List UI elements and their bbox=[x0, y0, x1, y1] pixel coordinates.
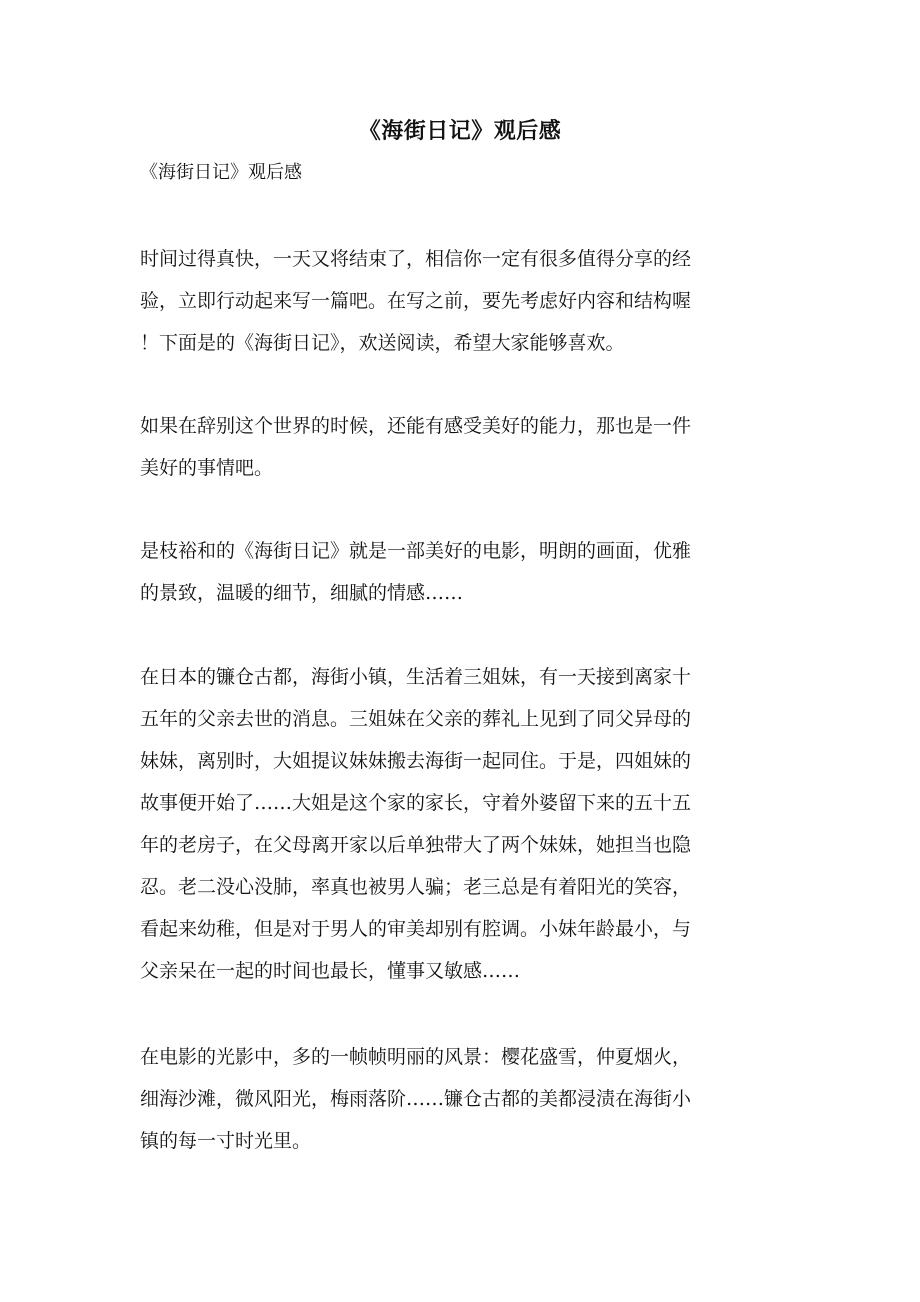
paragraph-line: 如果在辞别这个世界的时候，还能有感受美好的能力，那也是一件 bbox=[140, 415, 692, 437]
paragraph-story bbox=[140, 656, 780, 992]
paragraph-line: 美好的事情吧。 bbox=[140, 457, 274, 479]
paragraph-line: 是枝裕和的《海街日记》就是一部美好的电影，明朗的画面，优雅 bbox=[140, 540, 692, 562]
paragraph-line: 忍。老二没心没肺，率真也被男人骗；老三总是有着阳光的笑容， bbox=[140, 876, 692, 898]
paragraph-line: 妹妹，离别时，大姐提议妹妹搬去海街一起同住。于是，四姐妹的 bbox=[140, 750, 692, 772]
document-subtitle: 《海街日记》观后感 bbox=[140, 162, 302, 183]
paragraph-line: ！下面是的《海街日记》，欢送阅读，希望大家能够喜欢。 bbox=[140, 332, 625, 354]
paragraph-line: 的景致，温暖的细节，细腻的情感…… bbox=[140, 582, 464, 604]
paragraph-line: 细海沙滩，微风阳光，梅雨落阶……镰仓古都的美都浸渍在海街小 bbox=[140, 1088, 692, 1110]
paragraph-farewell bbox=[140, 405, 780, 489]
paragraph-line: 故事便开始了……大姐是这个家的家长，守着外婆留下来的五十五 bbox=[140, 792, 692, 814]
paragraph-scenery bbox=[140, 1036, 780, 1162]
document-title: 《海街日记》观后感 bbox=[358, 118, 562, 144]
paragraph-line: 时间过得真快，一天又将结束了，相信你一定有很多值得分享的经 bbox=[140, 248, 692, 270]
paragraph-line: 验，立即行动起来写一篇吧。在写之前，要先考虑好内容和结构喔 bbox=[140, 290, 692, 312]
paragraph-line: 父亲呆在一起的时间也最长，懂事又敏感…… bbox=[140, 960, 521, 982]
paragraph-line: 年的老房子，在父母离开家以后单独带大了两个妹妹，她担当也隐 bbox=[140, 834, 692, 856]
paragraph-line: 镇的每一寸时光里。 bbox=[140, 1130, 312, 1152]
paragraph-line: 在电影的光影中，多的一帧帧明丽的风景：樱花盛雪，仲夏烟火， bbox=[140, 1046, 692, 1068]
paragraph-line: 看起来幼稚，但是对于男人的审美却别有腔调。小妹年龄最小，与 bbox=[140, 918, 692, 940]
paragraph-line: 五年的父亲去世的消息。三姐妹在父亲的葬礼上见到了同父异母的 bbox=[140, 708, 692, 730]
paragraph-line: 在日本的镰仓古都，海街小镇，生活着三姐妹，有一天接到离家十 bbox=[140, 666, 692, 688]
paragraph-intro bbox=[140, 238, 780, 364]
paragraph-film-intro bbox=[140, 530, 780, 614]
